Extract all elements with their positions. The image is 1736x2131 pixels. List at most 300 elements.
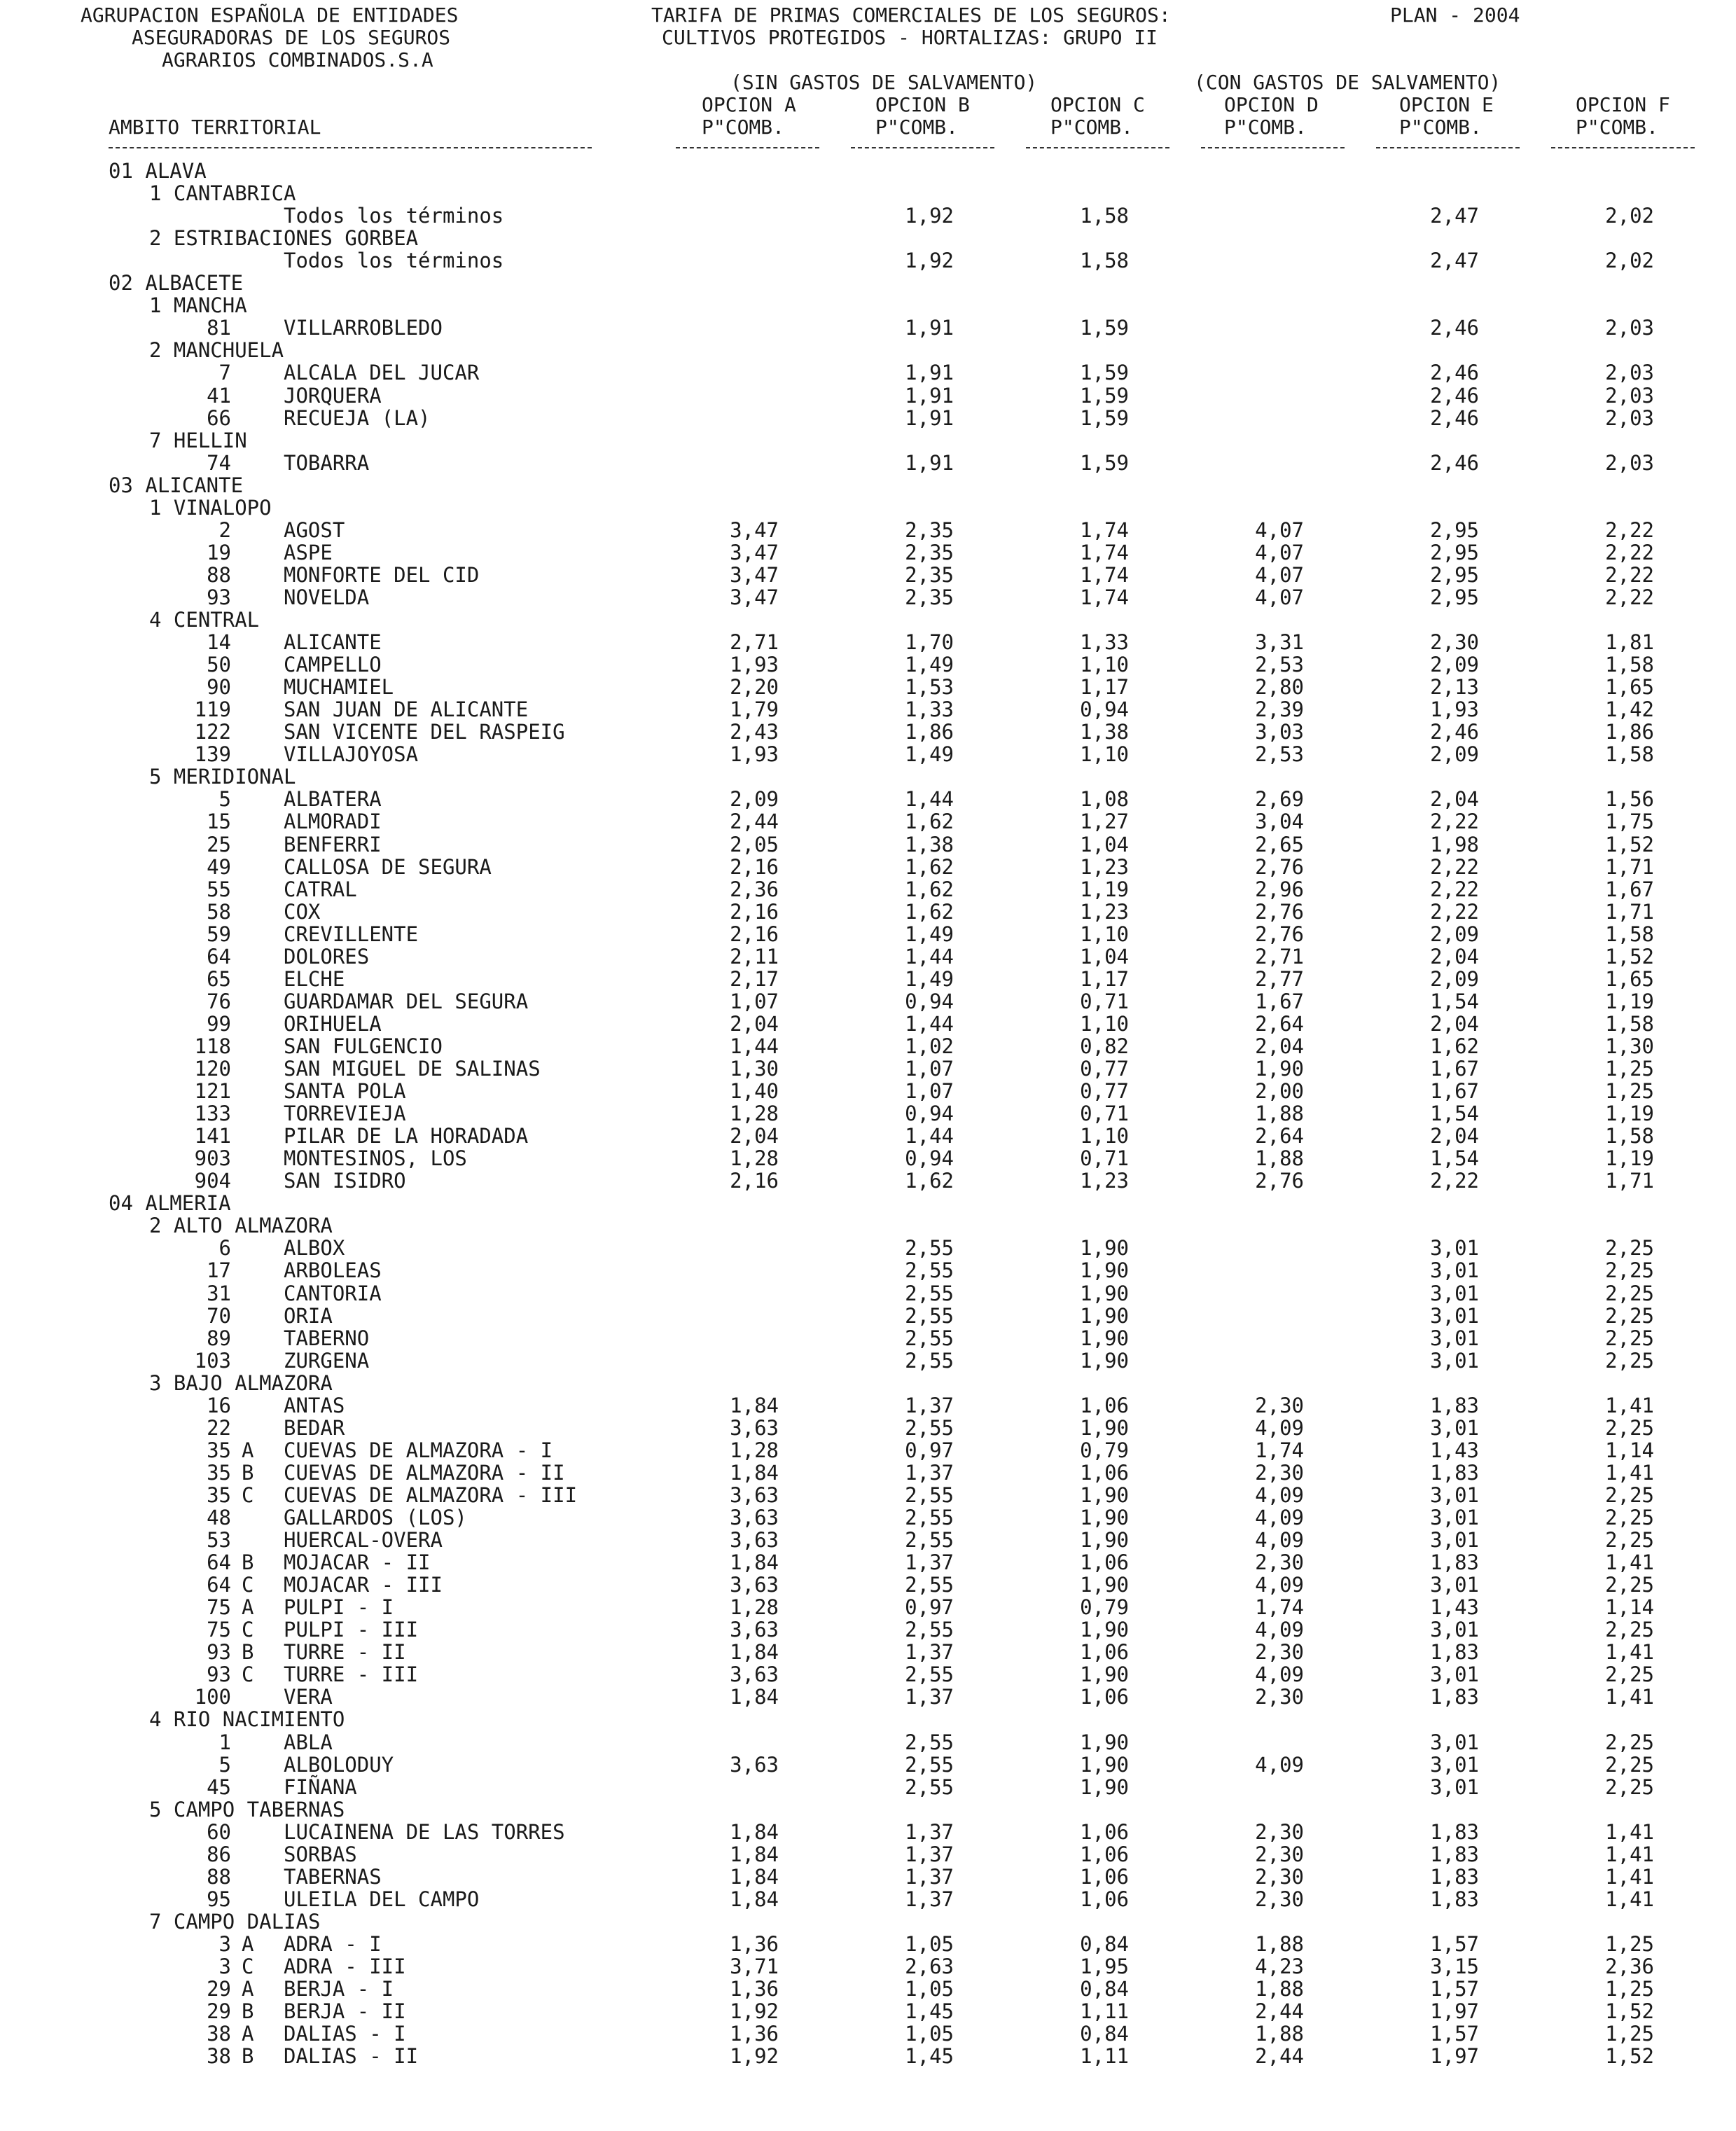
- municipality-code: 90: [207, 675, 231, 700]
- table-row: [0, 1641, 1736, 1663]
- premium-option-d: 3,04: [1255, 810, 1304, 834]
- municipality-zone-suffix: A: [242, 1931, 254, 1956]
- premium-option-d: 2,77: [1255, 966, 1304, 991]
- column-subheader-e: P"COMB.: [1399, 116, 1482, 139]
- municipality-name: ALBOLODUY: [284, 1752, 394, 1777]
- table-row: [0, 564, 1736, 586]
- municipality-zone-suffix: B: [242, 1460, 254, 1485]
- premium-option-c: 1,06: [1080, 1393, 1129, 1417]
- premium-option-a: 3,47: [730, 585, 779, 609]
- premium-option-d: 3,03: [1255, 720, 1304, 744]
- premium-option-c: 1,10: [1080, 922, 1129, 946]
- premium-option-b: 1,62: [905, 854, 954, 879]
- premium-option-e: 1,83: [1430, 1550, 1479, 1575]
- region-label: 4 RIO NACIMIENTO: [149, 1707, 345, 1732]
- premium-option-c: 1,95: [1080, 1955, 1129, 1978]
- premium-option-c: 0,94: [1080, 697, 1129, 722]
- municipality-name: CUEVAS DE ALMAZORA - III: [284, 1483, 578, 1507]
- org-name-line-3: AGRARIOS COMBINADOS.S.A: [162, 48, 433, 71]
- premium-option-b: 2,55: [905, 1415, 954, 1440]
- premium-option-c: 1,27: [1080, 810, 1129, 834]
- premium-option-b: 1,86: [905, 720, 954, 744]
- header-rule-e: [1376, 147, 1520, 148]
- table-row: [0, 1013, 1736, 1035]
- premium-option-a: 1,44: [730, 1034, 779, 1058]
- municipality-zone-suffix: A: [242, 1977, 254, 2001]
- premium-option-f: 1,71: [1605, 854, 1654, 879]
- table-row: [0, 452, 1736, 474]
- municipality-code: 2: [218, 518, 231, 542]
- premium-option-a: 1,84: [730, 1640, 779, 1665]
- municipality-code: 74: [207, 450, 231, 475]
- municipality-code: 904: [194, 1169, 231, 1193]
- table-row: [0, 361, 1736, 384]
- premium-option-e: 1,83: [1430, 1640, 1479, 1665]
- table-row: [0, 1663, 1736, 1686]
- premium-option-e: 2,22: [1430, 877, 1479, 901]
- column-subheader-d: P"COMB.: [1224, 116, 1307, 139]
- premium-option-e: 3,01: [1430, 1415, 1479, 1440]
- premium-option-f: 1,58: [1605, 922, 1654, 946]
- premium-option-e: 2,22: [1430, 854, 1479, 879]
- premium-option-a: 3,47: [730, 518, 779, 542]
- table-row: [0, 1125, 1736, 1147]
- premium-option-c: 1,10: [1080, 653, 1129, 677]
- region-heading-row: [0, 609, 1736, 631]
- region-heading-row: [0, 765, 1736, 788]
- premium-option-b: 1,92: [905, 249, 954, 273]
- premium-option-c: 1,10: [1080, 1011, 1129, 1036]
- premium-option-c: 1,59: [1080, 450, 1129, 475]
- premium-option-b: 1,62: [905, 877, 954, 901]
- org-name-line-1: AGRUPACION ESPAÑOLA DE ENTIDADES: [81, 4, 459, 27]
- municipality-code: 120: [194, 1057, 231, 1081]
- municipality-code: 49: [207, 854, 231, 879]
- premium-option-e: 2,09: [1430, 966, 1479, 991]
- premium-option-d: 1,88: [1255, 2022, 1304, 2046]
- region-label: 5 MERIDIONAL: [149, 765, 296, 789]
- premium-option-a: 1,92: [730, 2044, 779, 2069]
- municipality-zone-suffix: A: [242, 1438, 254, 1462]
- municipality-name: FIÑANA: [284, 1775, 357, 1799]
- premium-option-e: 2,46: [1430, 316, 1479, 340]
- province-heading-row: [0, 1192, 1736, 1214]
- premium-option-e: 3,01: [1430, 1506, 1479, 1529]
- premium-option-c: 1,90: [1080, 1236, 1129, 1261]
- table-row: [0, 1057, 1736, 1080]
- municipality-name: ASPE: [284, 540, 333, 564]
- table-row: [0, 1080, 1736, 1102]
- premium-option-d: 2,30: [1255, 1842, 1304, 1866]
- municipality-zone-suffix: B: [242, 1999, 254, 2024]
- premium-option-f: 1,41: [1605, 1842, 1654, 1866]
- premium-option-b: 2,55: [905, 1303, 954, 1328]
- premium-option-e: 2,95: [1430, 540, 1479, 564]
- province-heading-row: [0, 272, 1736, 294]
- premium-option-b: 1,07: [905, 1079, 954, 1104]
- municipality-name: CANTORIA: [284, 1281, 382, 1305]
- municipality-code: 93: [207, 1640, 231, 1665]
- region-heading-row: [0, 1798, 1736, 1821]
- premium-option-f: 2,25: [1605, 1752, 1654, 1777]
- column-subheader-c: P"COMB.: [1050, 116, 1134, 139]
- premium-option-e: 3,01: [1430, 1281, 1479, 1305]
- table-row: [0, 1731, 1736, 1754]
- premium-option-a: 2,04: [730, 1124, 779, 1148]
- municipality-name: DALIAS - II: [284, 2044, 419, 2069]
- premium-option-b: 1,91: [905, 450, 954, 475]
- municipality-name: PULPI - III: [284, 1618, 419, 1642]
- premium-option-d: 2,71: [1255, 944, 1304, 969]
- municipality-code: 35: [207, 1438, 231, 1462]
- premium-option-e: 3,01: [1430, 1483, 1479, 1507]
- region-label: 2 ALTO ALMAZORA: [149, 1214, 333, 1238]
- table-row: [0, 1776, 1736, 1798]
- municipality-code: 122: [194, 720, 231, 744]
- premium-option-b: 2,55: [905, 1528, 954, 1553]
- municipality-code: 93: [207, 1663, 231, 1687]
- region-label: 7 CAMPO DALIAS: [149, 1909, 321, 1934]
- municipality-name: DALIAS - I: [284, 2022, 406, 2046]
- municipality-name: CAMPELLO: [284, 653, 382, 677]
- municipality-name: CATRAL: [284, 877, 357, 901]
- table-row: [0, 1754, 1736, 1776]
- premium-option-f: 2,22: [1605, 540, 1654, 564]
- premium-option-f: 1,41: [1605, 1887, 1654, 1911]
- premium-option-e: 1,83: [1430, 1864, 1479, 1889]
- premium-option-c: 1,19: [1080, 877, 1129, 901]
- table-row: [0, 810, 1736, 833]
- premium-option-a: 3,47: [730, 562, 779, 587]
- municipality-name: ALBATERA: [284, 787, 382, 812]
- table-row: [0, 2045, 1736, 2067]
- table-row: [0, 407, 1736, 429]
- premium-option-f: 2,03: [1605, 450, 1654, 475]
- premium-option-b: 2,55: [905, 1573, 954, 1597]
- premium-option-e: 2,22: [1430, 1169, 1479, 1193]
- premium-option-f: 2,03: [1605, 316, 1654, 340]
- premium-option-a: 3,63: [730, 1415, 779, 1440]
- premium-option-d: 1,74: [1255, 1438, 1304, 1462]
- premium-option-e: 2,04: [1430, 787, 1479, 812]
- premium-option-c: 1,17: [1080, 675, 1129, 700]
- municipality-name: TORREVIEJA: [284, 1102, 406, 1126]
- premium-option-a: 1,36: [730, 2022, 779, 2046]
- municipality-name: ULEILA DEL CAMPO: [284, 1887, 480, 1911]
- premium-option-a: 3,63: [730, 1618, 779, 1642]
- table-row: [0, 1888, 1736, 1910]
- premium-option-c: 1,17: [1080, 966, 1129, 991]
- municipality-zone-suffix: C: [242, 1573, 254, 1597]
- premium-option-f: 1,25: [1605, 1931, 1654, 1956]
- premium-option-d: 2,69: [1255, 787, 1304, 812]
- premium-option-f: 1,25: [1605, 1057, 1654, 1081]
- premium-option-b: 1,44: [905, 944, 954, 969]
- premium-option-e: 3,01: [1430, 1303, 1479, 1328]
- table-row: [0, 631, 1736, 653]
- premium-option-e: 1,83: [1430, 1460, 1479, 1485]
- premium-option-f: 2,02: [1605, 249, 1654, 273]
- premium-option-a: 3,63: [730, 1663, 779, 1687]
- group-header-con-gastos: (CON GASTOS DE SALVAMENTO): [1194, 71, 1501, 94]
- premium-option-d: 4,23: [1255, 1955, 1304, 1978]
- table-row: [0, 1417, 1736, 1439]
- municipality-name: SANTA POLA: [284, 1079, 406, 1104]
- municipality-zone-suffix: C: [242, 1663, 254, 1687]
- region-label: 4 CENTRAL: [149, 608, 260, 632]
- municipality-zone-suffix: B: [242, 1640, 254, 1665]
- premium-option-a: 1,28: [730, 1595, 779, 1620]
- municipality-name: SAN JUAN DE ALICANTE: [284, 697, 529, 722]
- municipality-name: ALBOX: [284, 1236, 345, 1261]
- table-row: [0, 1933, 1736, 1955]
- premium-option-f: 1,58: [1605, 1011, 1654, 1036]
- table-row: [0, 2022, 1736, 2045]
- premium-option-f: 2,25: [1605, 1663, 1654, 1687]
- premium-option-b: 1,49: [905, 922, 954, 946]
- premium-option-f: 1,58: [1605, 1124, 1654, 1148]
- premium-option-d: 2,04: [1255, 1034, 1304, 1058]
- municipality-code: 58: [207, 899, 231, 924]
- premium-option-e: 1,43: [1430, 1595, 1479, 1620]
- municipality-code: 25: [207, 832, 231, 856]
- premium-option-f: 2,25: [1605, 1348, 1654, 1373]
- premium-option-c: 1,06: [1080, 1887, 1129, 1911]
- municipality-code: 59: [207, 922, 231, 946]
- province-label: 01 ALAVA: [109, 159, 207, 183]
- table-row: [0, 1484, 1736, 1506]
- municipality-name: CREVILLENTE: [284, 922, 419, 946]
- municipality-name: NOVELDA: [284, 585, 370, 609]
- premium-option-f: 1,58: [1605, 742, 1654, 767]
- table-row: [0, 1551, 1736, 1574]
- premium-option-e: 2,95: [1430, 585, 1479, 609]
- premium-option-f: 2,25: [1605, 1326, 1654, 1350]
- premium-option-b: 1,07: [905, 1057, 954, 1081]
- table-row: [0, 2000, 1736, 2022]
- municipality-name: VILLAJOYOSA: [284, 742, 419, 767]
- premium-option-e: 3,01: [1430, 1775, 1479, 1799]
- table-row: [0, 1529, 1736, 1551]
- municipality-code: 55: [207, 877, 231, 901]
- premium-option-e: 1,83: [1430, 1685, 1479, 1709]
- premium-option-c: 1,74: [1080, 518, 1129, 542]
- premium-option-e: 2,46: [1430, 450, 1479, 475]
- premium-option-f: 2,22: [1605, 562, 1654, 587]
- premium-option-f: 2,03: [1605, 361, 1654, 385]
- premium-option-f: 1,56: [1605, 787, 1654, 812]
- municipality-name: SAN ISIDRO: [284, 1169, 406, 1193]
- table-row: [0, 317, 1736, 339]
- premium-option-c: 1,10: [1080, 742, 1129, 767]
- table-row: [0, 1843, 1736, 1866]
- premium-option-b: 1,37: [905, 1864, 954, 1889]
- premium-option-e: 3,01: [1430, 1752, 1479, 1777]
- table-row: [0, 1394, 1736, 1417]
- municipality-name: Todos los términos: [284, 249, 504, 273]
- premium-option-d: 2,96: [1255, 877, 1304, 901]
- premium-option-f: 1,58: [1605, 653, 1654, 677]
- premium-option-d: 2,30: [1255, 1685, 1304, 1709]
- premium-option-c: 1,06: [1080, 1819, 1129, 1844]
- municipality-name: RECUEJA (LA): [284, 405, 431, 430]
- premium-option-b: 2,63: [905, 1955, 954, 1978]
- region-label: 1 MANCHA: [149, 293, 247, 318]
- municipality-name: ALMORADI: [284, 810, 382, 834]
- premium-option-a: 1,84: [730, 1393, 779, 1417]
- plan-label: PLAN - 2004: [1390, 4, 1520, 27]
- premium-option-e: 2,46: [1430, 720, 1479, 744]
- premium-option-b: 0,97: [905, 1438, 954, 1462]
- premium-option-b: 1,91: [905, 405, 954, 430]
- premium-option-d: 2,76: [1255, 899, 1304, 924]
- premium-option-b: 1,45: [905, 2044, 954, 2069]
- premium-option-e: 1,83: [1430, 1393, 1479, 1417]
- municipality-code: 22: [207, 1415, 231, 1440]
- municipality-code: 139: [194, 742, 231, 767]
- header-rule-ambito: [109, 147, 592, 148]
- municipality-code: 38: [207, 2022, 231, 2046]
- premium-option-a: 1,84: [730, 1550, 779, 1575]
- premium-option-c: 1,74: [1080, 562, 1129, 587]
- municipality-code: 5: [218, 1752, 231, 1777]
- premium-option-c: 0,71: [1080, 1102, 1129, 1126]
- premium-option-b: 1,37: [905, 1842, 954, 1866]
- municipality-code: 75: [207, 1595, 231, 1620]
- municipality-code: 48: [207, 1506, 231, 1529]
- premium-option-c: 0,79: [1080, 1438, 1129, 1462]
- municipality-name: ELCHE: [284, 966, 345, 991]
- premium-option-a: 2,16: [730, 854, 779, 879]
- premium-option-d: 4,07: [1255, 518, 1304, 542]
- premium-option-a: 1,28: [730, 1438, 779, 1462]
- premium-option-a: 3,63: [730, 1573, 779, 1597]
- municipality-name: JORQUERA: [284, 383, 382, 408]
- premium-option-e: 1,57: [1430, 2022, 1479, 2046]
- table-row: [0, 743, 1736, 765]
- municipality-name: BERJA - II: [284, 1999, 406, 2024]
- premium-option-a: 1,84: [730, 1460, 779, 1485]
- premium-option-b: 1,53: [905, 675, 954, 700]
- premium-option-e: 1,97: [1430, 1999, 1479, 2024]
- premium-option-f: 2,25: [1605, 1281, 1654, 1305]
- table-row: [0, 1462, 1736, 1484]
- premium-option-d: 2,30: [1255, 1819, 1304, 1844]
- premium-option-f: 1,25: [1605, 1079, 1654, 1104]
- premium-option-d: 4,09: [1255, 1415, 1304, 1440]
- region-heading-row: [0, 1372, 1736, 1394]
- municipality-zone-suffix: C: [242, 1955, 254, 1978]
- premium-option-c: 1,06: [1080, 1685, 1129, 1709]
- region-label: 2 MANCHUELA: [149, 338, 284, 363]
- municipality-code: 38: [207, 2044, 231, 2069]
- premium-option-d: 4,09: [1255, 1573, 1304, 1597]
- premium-option-d: 2,76: [1255, 854, 1304, 879]
- column-header-option-b: OPCION B: [875, 93, 970, 116]
- premium-option-f: 2,25: [1605, 1258, 1654, 1283]
- premium-option-f: 1,41: [1605, 1864, 1654, 1889]
- premium-option-c: 1,90: [1080, 1752, 1129, 1777]
- municipality-code: 76: [207, 989, 231, 1013]
- premium-option-c: 0,71: [1080, 989, 1129, 1013]
- premium-option-b: 1,05: [905, 1931, 954, 1956]
- municipality-name: ORIA: [284, 1303, 333, 1328]
- premium-option-b: 1,37: [905, 1819, 954, 1844]
- premium-option-b: 1,45: [905, 1999, 954, 2024]
- premium-option-b: 0,94: [905, 1146, 954, 1171]
- premium-option-b: 1,44: [905, 1124, 954, 1148]
- premium-option-b: 1,37: [905, 1550, 954, 1575]
- table-row: [0, 856, 1736, 878]
- premium-option-b: 1,38: [905, 832, 954, 856]
- table-row: [0, 249, 1736, 272]
- premium-option-b: 1,62: [905, 810, 954, 834]
- premium-option-c: 1,59: [1080, 316, 1129, 340]
- premium-option-d: 1,88: [1255, 1931, 1304, 1956]
- municipality-name: LUCAINENA DE LAS TORRES: [284, 1819, 565, 1844]
- premium-option-d: 1,74: [1255, 1595, 1304, 1620]
- column-subheader-b: P"COMB.: [875, 116, 959, 139]
- premium-option-f: 1,41: [1605, 1393, 1654, 1417]
- premium-option-e: 1,83: [1430, 1842, 1479, 1866]
- premium-option-f: 1,52: [1605, 944, 1654, 969]
- premium-option-f: 2,22: [1605, 518, 1654, 542]
- municipality-name: SAN VICENTE DEL RASPEIG: [284, 720, 565, 744]
- premium-option-a: 1,93: [730, 742, 779, 767]
- premium-option-f: 2,25: [1605, 1236, 1654, 1261]
- municipality-code: 66: [207, 405, 231, 430]
- premium-option-a: 3,63: [730, 1483, 779, 1507]
- table-row: [0, 901, 1736, 923]
- premium-option-f: 2,25: [1605, 1730, 1654, 1754]
- premium-option-b: 1,37: [905, 1640, 954, 1665]
- municipality-code: 31: [207, 1281, 231, 1305]
- municipality-code: 93: [207, 585, 231, 609]
- premium-option-c: 1,90: [1080, 1573, 1129, 1597]
- premium-option-e: 1,62: [1430, 1034, 1479, 1058]
- municipality-name: BENFERRI: [284, 832, 382, 856]
- municipality-zone-suffix: A: [242, 2022, 254, 2046]
- premium-option-c: 1,90: [1080, 1483, 1129, 1507]
- premium-option-d: 2,30: [1255, 1864, 1304, 1889]
- premium-option-c: 1,90: [1080, 1281, 1129, 1305]
- premium-option-a: 2,71: [730, 630, 779, 655]
- column-header-option-a: OPCION A: [702, 93, 796, 116]
- table-row: [0, 878, 1736, 901]
- municipality-zone-suffix: A: [242, 1595, 254, 1620]
- premium-option-b: 1,49: [905, 966, 954, 991]
- municipality-zone-suffix: B: [242, 2044, 254, 2069]
- municipality-code: 35: [207, 1483, 231, 1507]
- premium-option-a: 2,20: [730, 675, 779, 700]
- premium-option-f: 1,14: [1605, 1595, 1654, 1620]
- premium-option-b: 2,55: [905, 1258, 954, 1283]
- premium-option-c: 1,11: [1080, 2044, 1129, 2069]
- premium-option-b: 1,70: [905, 630, 954, 655]
- premium-option-f: 1,30: [1605, 1034, 1654, 1058]
- premium-option-b: 2,35: [905, 562, 954, 587]
- premium-option-d: 1,67: [1255, 989, 1304, 1013]
- table-row: [0, 1282, 1736, 1305]
- premium-option-a: 2,09: [730, 787, 779, 812]
- premium-option-f: 1,41: [1605, 1685, 1654, 1709]
- premium-option-b: 0,94: [905, 1102, 954, 1126]
- premium-option-f: 2,03: [1605, 383, 1654, 408]
- premium-option-b: 0,94: [905, 989, 954, 1013]
- table-row: [0, 990, 1736, 1013]
- premium-option-e: 1,43: [1430, 1438, 1479, 1462]
- premium-option-b: 1,37: [905, 1887, 954, 1911]
